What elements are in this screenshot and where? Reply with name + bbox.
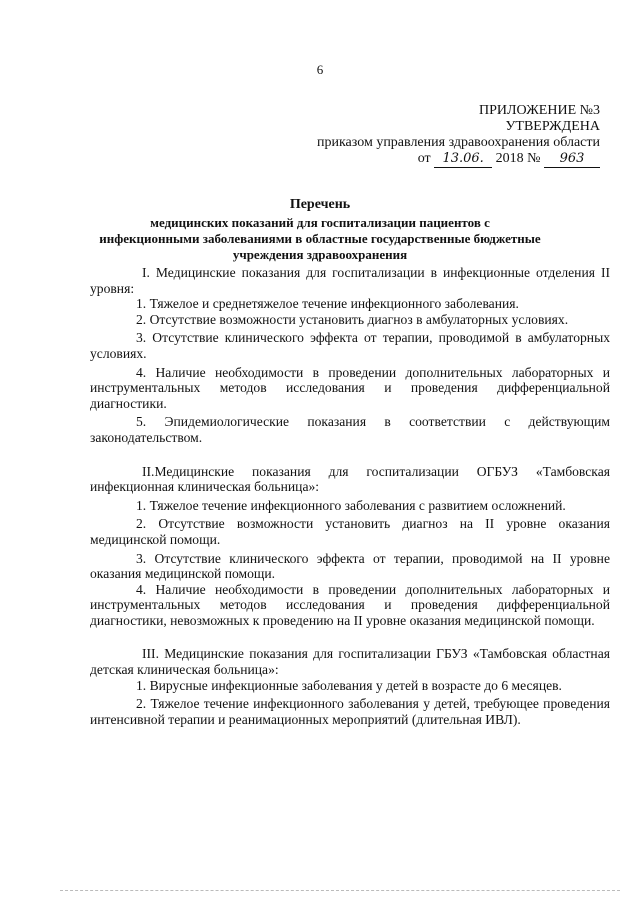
scan-edge-artifact	[60, 890, 620, 893]
appendix-line-3: приказом управления здравоохранения области	[316, 135, 600, 150]
list-item: 1. Тяжелое и среднетяжелое течение инфекционного заболевания.	[136, 296, 519, 312]
list-item: 5. Эпидемиологические показания в соответствии с действующим законодательством.	[90, 414, 610, 445]
date-prefix: от	[417, 151, 431, 166]
document-title	[80, 197, 560, 263]
order-year: 2018 №	[495, 151, 541, 166]
section-2	[90, 464, 610, 629]
appendix-header	[317, 103, 600, 168]
list-item: 1. Вирусные инфекционные заболевания у детей в возрасте до 6 месяцев.	[136, 677, 562, 693]
handwritten-date: 13.06.	[434, 151, 492, 168]
title-line-2: медицинских показаний для госпитализации пациентов с	[150, 215, 490, 230]
list-item: 3. Отсутствие клинического эффекта от терапии, проводимой на II уровне оказания медицинской помощи.	[90, 550, 610, 582]
list-item: 2. Тяжелое течение инфекционного заболевания у детей, требующее проведения интенсивной терапии и реанимационных мероприятий (длительная ИВЛ).	[90, 696, 610, 727]
page-number: 6	[316, 62, 324, 77]
list-item: 3. Отсутствие клинического эффекта от терапии, проводимой в амбулаторных условиях.	[90, 330, 610, 361]
appendix-date-line	[317, 151, 600, 168]
appendix-line-1: ПРИЛОЖЕНИЕ №3	[479, 103, 600, 118]
title-line-1: Перечень	[289, 197, 351, 212]
appendix-line-2: УТВЕРЖДЕНА	[505, 119, 600, 134]
list-item: 4. Наличие необходимости в проведении дополнительных лабораторных и инструментальных методов исследования и проведения дифференциальной диагностики, невозможных к проведению на II уровне оказания медицинской помощи.	[90, 581, 610, 628]
document-body	[90, 265, 610, 727]
list-item: 1. Тяжелое течение инфекционного заболевания с развитием осложнений.	[136, 497, 566, 513]
title-line-4: учреждения здравоохранения	[232, 247, 408, 262]
handwritten-order-number: 963	[544, 151, 600, 168]
list-item: 4. Наличие необходимости в проведении дополнительных лабораторных и инструментальных методов исследования и проведения дифференциальной диагностики.	[90, 364, 610, 411]
list-item: 2. Отсутствие возможности установить диагноз в амбулаторных условиях.	[136, 311, 569, 327]
title-line-3: инфекционными заболеваниями в областные государственные бюджетные	[99, 231, 541, 246]
section-3	[90, 646, 610, 727]
section-1	[90, 265, 610, 446]
section-heading: II.Медицинские показания для госпитализации ОГБУЗ «Тамбовская инфекционная клиническая больница»:	[90, 463, 610, 495]
section-heading: III. Медицинские показания для госпитализации ГБУЗ «Тамбовская областная детская клиническая больница»:	[90, 646, 610, 678]
section-heading: I. Медицинские показания для госпитализации в инфекционные отделения II уровня:	[90, 265, 610, 296]
list-item: 2. Отсутствие возможности установить диагноз на II уровне оказания медицинской помощи.	[90, 516, 610, 547]
